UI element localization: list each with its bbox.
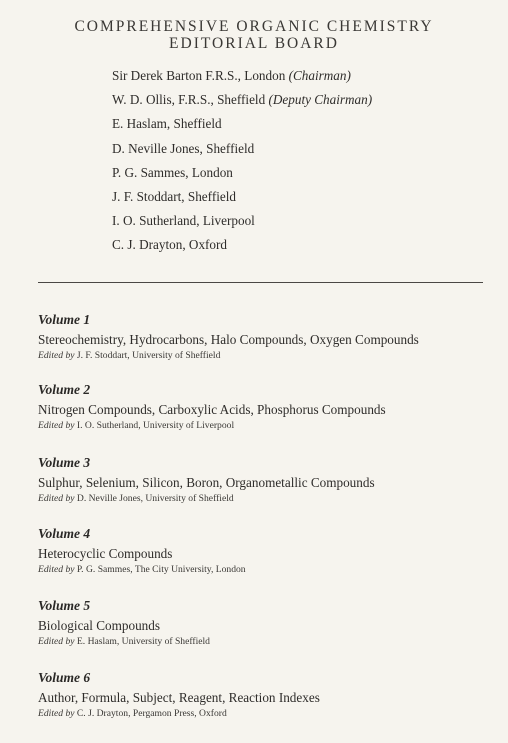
volume-entry-6 xyxy=(38,670,498,720)
board-member xyxy=(112,68,372,92)
volume-subject: Author, Formula, Subject, Reagent, Reaction Indexes xyxy=(38,690,320,705)
volume-entry-5 xyxy=(38,598,498,648)
page-title: COMPREHENSIVE ORGANIC CHEMISTRY xyxy=(74,18,434,35)
volume-subject: Stereochemistry, Hydrocarbons, Halo Compounds, Oxygen Compounds xyxy=(38,332,419,347)
volume-entry-2 xyxy=(38,382,498,432)
editor-name: E. Haslam, University of Sheffield xyxy=(76,636,210,647)
volume-subject: Biological Compounds xyxy=(38,618,160,633)
member-name: W. D. Ollis, F.R.S., Sheffield xyxy=(112,92,266,108)
board-member xyxy=(112,165,372,189)
editor-name: D. Neville Jones, University of Sheffield xyxy=(76,493,234,504)
volume-subject: Nitrogen Compounds, Carboxylic Acids, Phosphorus Compounds xyxy=(38,402,386,417)
member-name: E. Haslam, Sheffield xyxy=(112,116,222,132)
volume-editor xyxy=(38,564,498,576)
editor-name: I. O. Sutherland, University of Liverpool xyxy=(76,420,235,431)
edited-by-label: Edited by xyxy=(38,420,75,431)
member-name: D. Neville Jones, Sheffield xyxy=(112,140,255,156)
editorial-board-list xyxy=(112,68,372,262)
volume-entry-1 xyxy=(38,312,498,362)
volume-entry-4 xyxy=(38,526,498,576)
editor-name: J. F. Stoddart, University of Sheffield xyxy=(76,350,221,361)
board-member xyxy=(112,141,372,165)
volume-heading: Volume 1 xyxy=(38,312,91,327)
volume-editor xyxy=(38,708,498,720)
edited-by-label: Edited by xyxy=(38,350,75,361)
volume-heading: Volume 4 xyxy=(38,526,91,541)
board-member xyxy=(112,213,372,237)
volume-editor xyxy=(38,493,498,505)
member-name: C. J. Drayton, Oxford xyxy=(112,237,228,253)
volume-editor xyxy=(38,636,498,648)
page-subtitle: EDITORIAL BOARD xyxy=(169,35,339,52)
volume-subject: Sulphur, Selenium, Silicon, Boron, Organometallic Compounds xyxy=(38,475,375,490)
volume-editor xyxy=(38,420,498,432)
member-role: (Chairman) xyxy=(288,68,351,83)
volume-heading: Volume 3 xyxy=(38,455,91,470)
member-name: I. O. Sutherland, Liverpool xyxy=(112,213,255,229)
editor-name: P. G. Sammes, The City University, London xyxy=(76,564,246,575)
volume-heading: Volume 6 xyxy=(38,670,91,685)
member-name: Sir Derek Barton F.R.S., London xyxy=(112,68,286,83)
editor-name: C. J. Drayton, Pergamon Press, Oxford xyxy=(76,708,227,719)
edited-by-label: Edited by xyxy=(38,636,75,647)
volume-heading: Volume 2 xyxy=(38,382,91,397)
board-member xyxy=(112,237,372,261)
member-role: (Deputy Chairman) xyxy=(268,92,373,108)
member-name: J. F. Stoddart, Sheffield xyxy=(112,188,236,204)
member-name: P. G. Sammes, London xyxy=(112,164,233,180)
edited-by-label: Edited by xyxy=(38,564,75,575)
volume-heading: Volume 5 xyxy=(38,598,91,613)
board-member xyxy=(112,116,372,140)
board-member xyxy=(112,189,372,213)
divider xyxy=(38,282,483,283)
volume-editor xyxy=(38,350,498,362)
edited-by-label: Edited by xyxy=(38,708,75,719)
board-member xyxy=(112,92,372,116)
edited-by-label: Edited by xyxy=(38,493,75,504)
volume-subject: Heterocyclic Compounds xyxy=(38,546,173,561)
volume-entry-3 xyxy=(38,455,498,505)
